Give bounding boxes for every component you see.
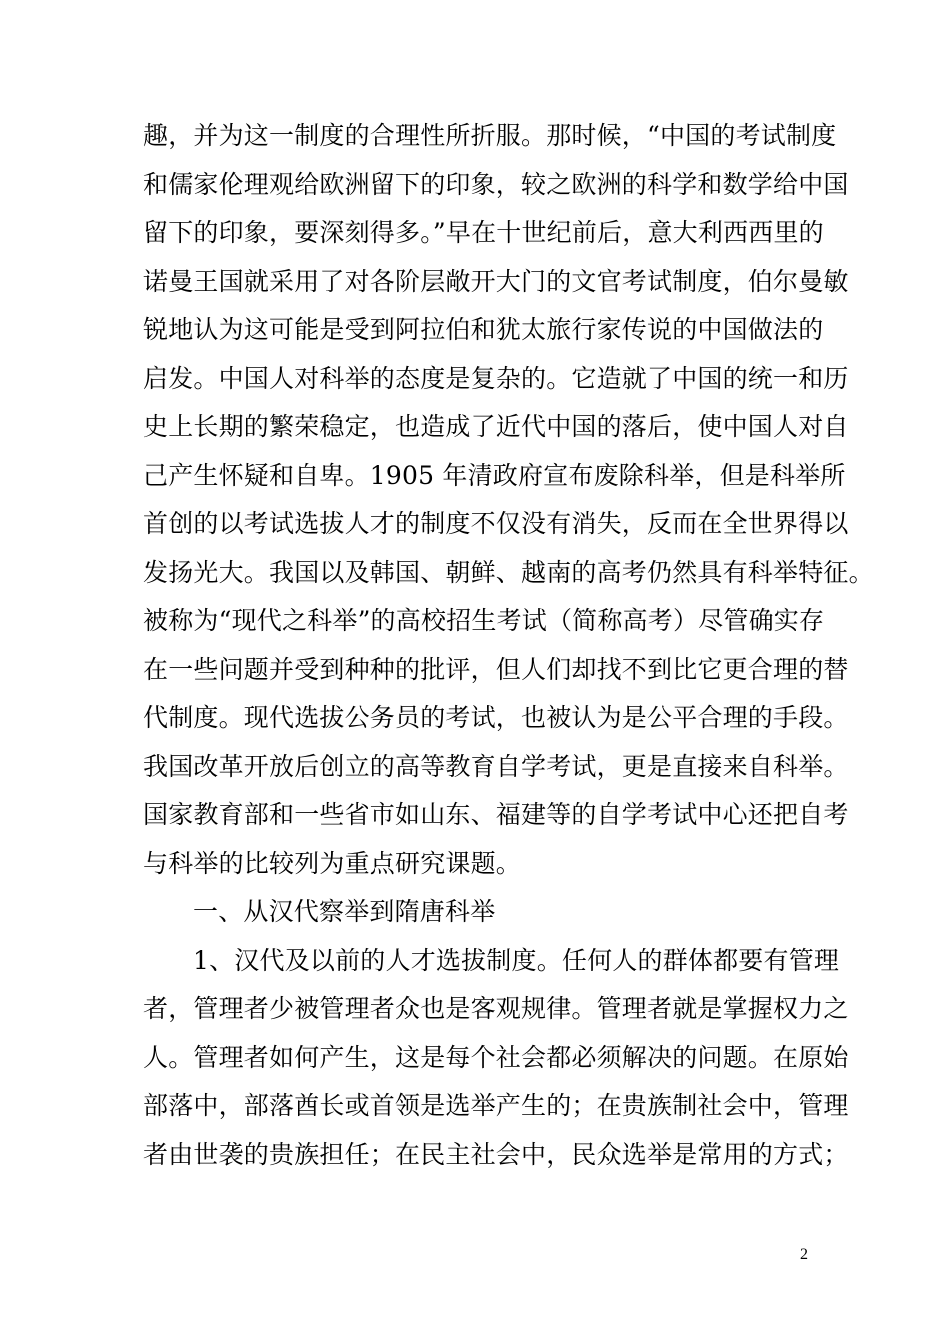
text-line: 人。管理者如何产生，这是每个社会都必须解决的问题。在原始	[143, 1042, 849, 1072]
text-line: 被称为“现代之科举”的高校招生考试（简称高考）尽管确实存	[143, 606, 825, 635]
text-line: 代制度。现代选拔公务员的考试，也被认为是公平合理的手段。	[143, 703, 849, 732]
text-line: 启发。中国人对科举的态度是复杂的。它造就了中国的统一和历	[143, 363, 849, 393]
text-line: 诺曼王国就采用了对各阶层敞开大门的文官考试制度，伯尔曼敏	[143, 266, 849, 296]
text-line: 与科举的比较列为重点研究课题。	[143, 848, 522, 878]
text-line: 发扬光大。我国以及韩国、朝鲜、越南的高考仍然具有科举特征。	[143, 557, 874, 587]
text-line: 1、汉代及以前的人才选拔制度。任何人的群体都要有管理	[193, 945, 840, 975]
document-body	[143, 112, 874, 1179]
text-line: 锐地认为这可能是受到阿拉伯和犹太旅行家传说的中国做法的	[143, 315, 824, 344]
text-line: 者由世袭的贵族担任；在民主社会中，民众选举是常用的方式；	[143, 1139, 849, 1169]
page-number: 2	[800, 1246, 808, 1263]
text-line: 国家教育部和一些省市如山东、福建等的自学考试中心还把自考	[143, 800, 849, 829]
text-line: 和儒家伦理观给欧洲留下的印象，较之欧洲的科学和数学给中国	[143, 169, 849, 199]
text-line: 首创的以考试选拔人才的制度不仅没有消失，反而在全世界得以	[143, 509, 849, 538]
text-line: 己产生怀疑和自卑。1905 年清政府宣布废除科举，但是科举所	[143, 460, 846, 490]
section-heading: 一、从汉代察举到隋唐科举	[193, 897, 496, 926]
text-line: 部落中，部落酋长或首领是选举产生的；在贵族制社会中，管理	[143, 1091, 849, 1120]
text-line: 在一些问题并受到种种的批评，但人们却找不到比它更合理的替	[143, 654, 849, 684]
text-line: 史上长期的繁荣稳定，也造成了近代中国的落后，使中国人对自	[143, 412, 849, 441]
text-line: 我国改革开放后创立的高等教育自学考试，更是直接来自科举。	[143, 751, 849, 781]
text-line: 留下的印象，要深刻得多。”早在十世纪前后，意大利西西里的	[143, 218, 824, 247]
text-line: 趣，并为这一制度的合理性所折服。那时候，“中国的考试制度	[143, 121, 837, 150]
text-line: 者，管理者少被管理者众也是客观规律。管理者就是掌握权力之	[143, 994, 849, 1023]
